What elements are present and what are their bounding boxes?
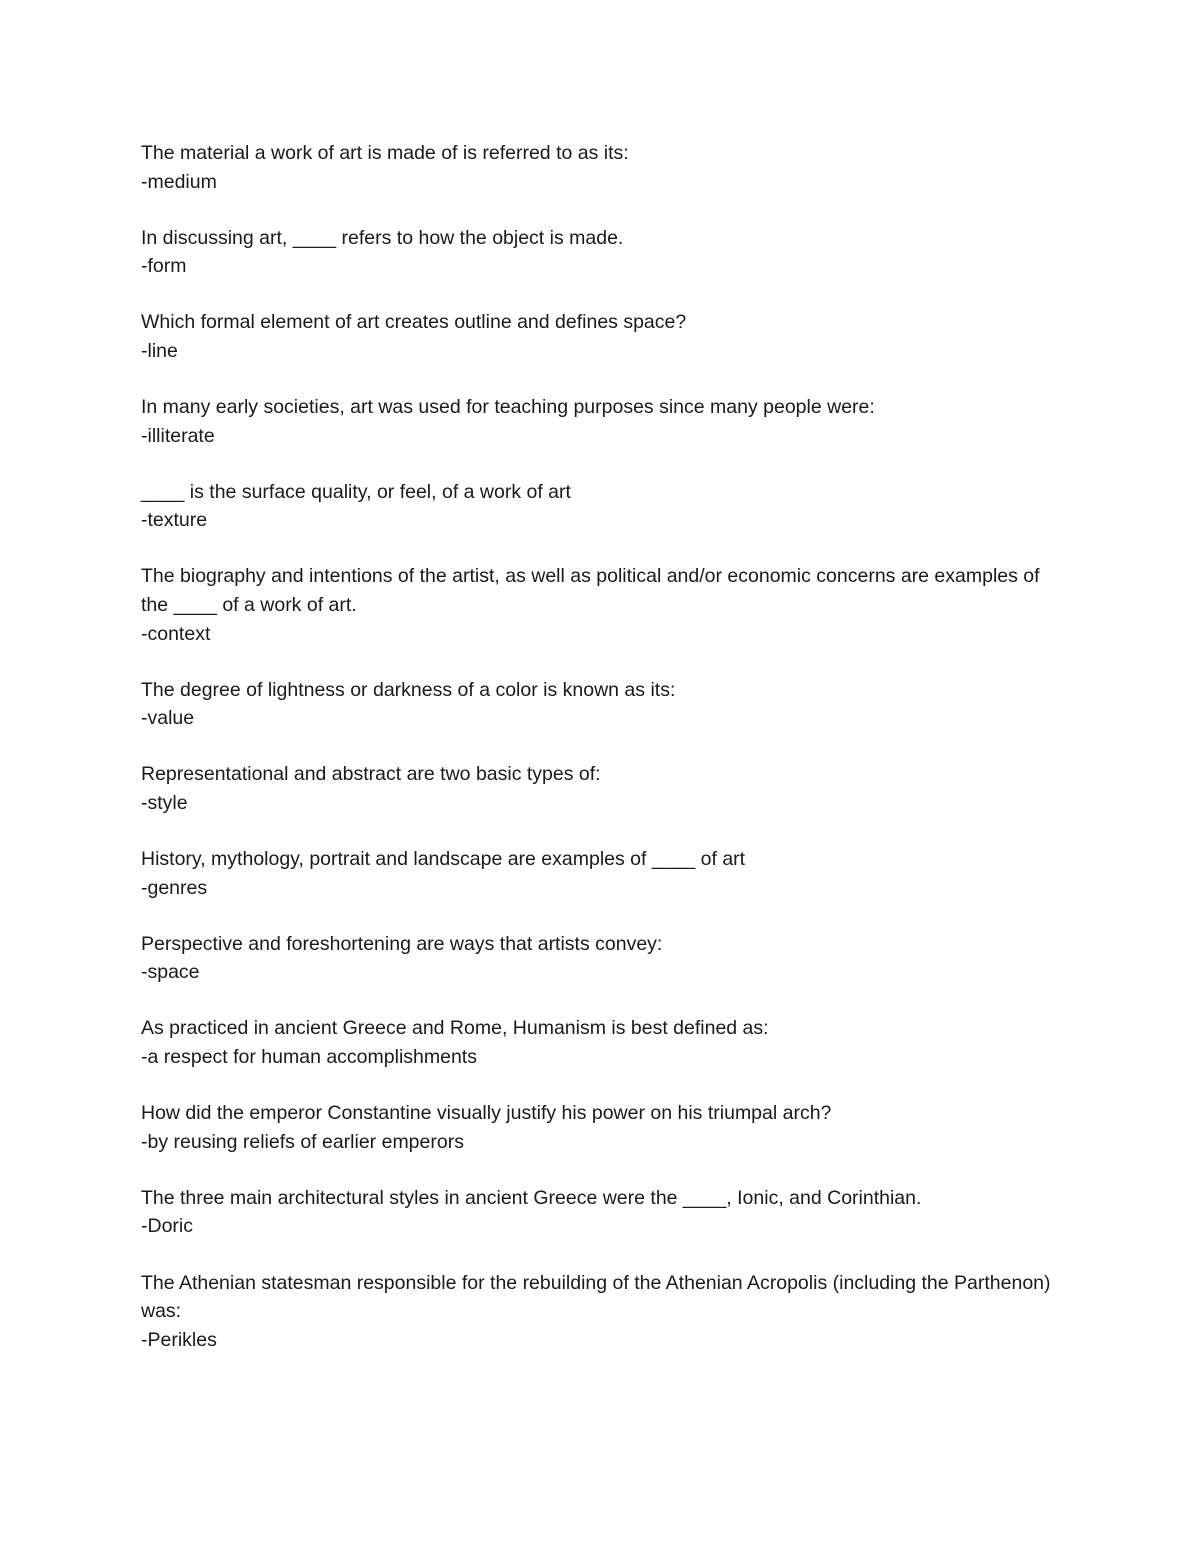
qa-item: [141, 1014, 1061, 1071]
qa-item: [141, 1099, 1061, 1156]
qa-item: [141, 1269, 1061, 1355]
qa-item: [141, 845, 1061, 902]
question-text: How did the emperor Constantine visually justify his power on his triumpal arch?: [141, 1102, 832, 1125]
answer-text: -a respect for human accomplishments: [141, 1046, 477, 1069]
question-text: The Athenian statesman responsible for the rebuilding of the Athenian Acropolis (including the Parthenon) was:: [141, 1271, 1056, 1323]
qa-item: [141, 1184, 1061, 1241]
question-text: The degree of lightness or darkness of a color is known as its:: [141, 678, 676, 701]
question-text: Representational and abstract are two basic types of:: [141, 763, 601, 786]
answer-text: -Perikles: [141, 1328, 217, 1351]
answer-text: -by reusing reliefs of earlier emperors: [141, 1130, 464, 1153]
qa-item: [141, 478, 1061, 535]
qa-item: [141, 224, 1061, 281]
question-text: History, mythology, portrait and landscape are examples of ____ of art: [141, 848, 746, 871]
answer-text: -line: [141, 339, 178, 362]
answer-text: -space: [141, 961, 200, 984]
answer-text: -Doric: [141, 1215, 193, 1238]
qa-item: [141, 676, 1061, 733]
answer-text: -form: [141, 255, 187, 278]
answer-text: -context: [141, 622, 211, 645]
question-text: Perspective and foreshortening are ways that artists convey:: [141, 932, 663, 955]
answer-text: -medium: [141, 170, 217, 193]
question-text: The biography and intentions of the artist, as well as political and/or economic concerns are examples of the ____ of a work of art.: [141, 565, 1045, 617]
answer-text: -genres: [141, 876, 208, 899]
qa-item: [141, 562, 1061, 648]
question-text: In many early societies, art was used for teaching purposes since many people were:: [141, 396, 875, 419]
question-text: Which formal element of art creates outline and defines space?: [141, 311, 687, 334]
study-notes: [141, 139, 1061, 1382]
question-text: ____ is the surface quality, or feel, of a work of art: [141, 480, 571, 503]
qa-item: [141, 760, 1061, 817]
question-text: As practiced in ancient Greece and Rome, Humanism is best defined as:: [141, 1017, 769, 1040]
qa-item: [141, 393, 1061, 450]
question-text: In discussing art, ____ refers to how the object is made.: [141, 226, 624, 249]
answer-text: -style: [141, 792, 188, 814]
qa-item: [141, 139, 1061, 196]
question-text: The material a work of art is made of is referred to as its:: [141, 142, 629, 164]
answer-text: -illiterate: [141, 424, 215, 447]
answer-text: -texture: [141, 509, 208, 532]
qa-item: [141, 930, 1061, 987]
answer-text: -value: [141, 707, 195, 730]
question-text: The three main architectural styles in ancient Greece were the ____, Ionic, and Corinthian.: [141, 1186, 922, 1209]
qa-item: [141, 308, 1061, 365]
